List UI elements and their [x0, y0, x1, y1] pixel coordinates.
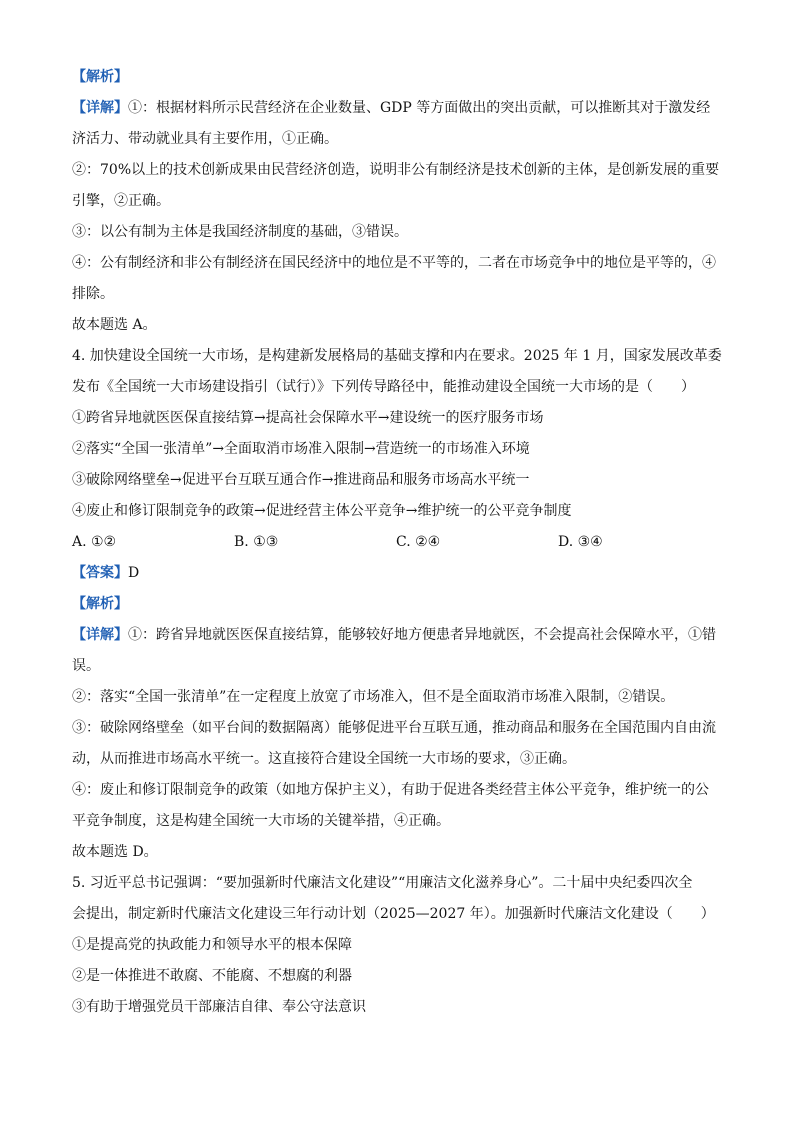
line-text: 平竞争制度，这是构建全国统一大市场的关键举措，④正确。 [72, 813, 450, 829]
text-line [72, 651, 722, 682]
text-line [72, 186, 722, 217]
line-text: 动，从而推进市场高水平统一。这直接符合建设全国统一大市场的要求，③正确。 [72, 751, 576, 767]
text-line [72, 589, 722, 620]
line-text: ③：以公有制为主体是我国经济制度的基础，③错误。 [72, 224, 408, 240]
text-line [72, 93, 722, 124]
line-text: ②：落实“全国一张清单”在一定程度上放宽了市场准入，但不是全面取消市场准入限制，②错误。 [72, 689, 675, 705]
option-d: D. ③④ [558, 534, 603, 550]
text-line [72, 279, 722, 310]
line-text: 4. 加快建设全国统一大市场，是构建新发展格局的基础支撑和内在要求。2025 年 1 月，国家发展改革委 [72, 348, 722, 364]
option-a: A. ①② [72, 534, 117, 550]
option-b: B. ①③ [234, 534, 279, 550]
text-line [72, 310, 722, 341]
section-tag: 【详解】 [72, 627, 128, 643]
line-text: ④：废止和修订限制竞争的政策（如地方保护主义），有助于促进各类经营主体公平竞争，维护统一的公 [72, 782, 709, 798]
line-text: ①：根据材料所示民营经济在企业数量、GDP 等方面做出的突出贡献，可以推断其对于激发经 [128, 100, 711, 116]
line-text: 故本题选 A。 [72, 317, 157, 333]
line-text: ③有助于增强党员干部廉洁自律、奉公守法意识 [72, 999, 366, 1015]
text-line [72, 713, 722, 744]
text-line [72, 341, 722, 372]
line-text: 误。 [72, 658, 100, 674]
text-line [72, 217, 722, 248]
section-tag: 【解析】 [72, 596, 128, 612]
text-line [72, 465, 722, 496]
line-text: 济活力、带动就业具有主要作用，①正确。 [72, 131, 338, 147]
line-text: ①是提高党的执政能力和领导水平的根本保障 [72, 937, 352, 953]
line-text: ①跨省异地就医医保直接结算→提高社会保障水平→建设统一的医疗服务市场 [72, 410, 544, 426]
text-line [72, 434, 722, 465]
section-tag: 【详解】 [72, 100, 128, 116]
text-line [72, 837, 722, 868]
text-line [72, 744, 722, 775]
line-text: D [128, 565, 140, 581]
text-line [72, 372, 722, 403]
text-line [72, 620, 722, 651]
line-text: 会提出，制定新时代廉洁文化建设三年行动计划（2025—2027 年）。加强新时代廉洁文化建设（ ） [72, 906, 715, 922]
text-line [72, 248, 722, 279]
document-body-part2 [72, 558, 722, 1023]
line-text: 5. 习近平总书记强调：“要加强新时代廉洁文化建设”“用廉洁文化滋养身心”。二十届中央纪委四次全 [72, 875, 693, 891]
line-text: 发布《全国统一大市场建设指引（试行）》下列传导路径中，能推动建设全国统一大市场的是（ ） [72, 379, 695, 395]
text-line [72, 992, 722, 1023]
section-tag: 【解析】 [72, 69, 128, 85]
line-text: ②：70%以上的技术创新成果由民营经济创造，说明非公有制经济是技术创新的主体，是创新发展的重要 [72, 162, 720, 178]
text-line [72, 124, 722, 155]
line-text: ②是一体推进不敢腐、不能腐、不想腐的利器 [72, 968, 352, 984]
document-page [72, 62, 722, 1023]
text-line [72, 899, 722, 930]
line-text: 排除。 [72, 286, 114, 302]
line-text: ④：公有制经济和非公有制经济在国民经济中的地位是不平等的，二者在市场竞争中的地位是平等的，④ [72, 255, 716, 271]
text-line [72, 775, 722, 806]
text-line [72, 961, 722, 992]
text-line [72, 930, 722, 961]
line-text: ③破除网络壁垒→促进平台互联互通合作→推进商品和服务市场高水平统一 [72, 472, 530, 488]
document-body-part1 [72, 62, 722, 527]
text-line [72, 558, 722, 589]
section-tag: 【答案】 [72, 565, 128, 581]
text-line [72, 496, 722, 527]
line-text: ②落实“全国一张清单”→全面取消市场准入限制→营造统一的市场准入环境 [72, 441, 530, 457]
answer-options [72, 527, 722, 558]
line-text: ①：跨省异地就医医保直接结算，能够较好地方便患者异地就医，不会提高社会保障水平，①错 [128, 627, 716, 643]
line-text: 引擎，②正确。 [72, 193, 170, 209]
line-text: ④废止和修订限制竞争的政策→促进经营主体公平竞争→维护统一的公平竞争制度 [72, 503, 572, 519]
text-line [72, 868, 722, 899]
text-line [72, 155, 722, 186]
option-c: C. ②④ [396, 534, 441, 550]
text-line [72, 682, 722, 713]
text-line [72, 62, 722, 93]
line-text: ③：破除网络壁垒（如平台间的数据隔离）能够促进平台互联互通，推动商品和服务在全国范围内自由流 [72, 720, 716, 736]
text-line [72, 403, 722, 434]
text-line [72, 806, 722, 837]
line-text: 故本题选 D。 [72, 844, 158, 860]
